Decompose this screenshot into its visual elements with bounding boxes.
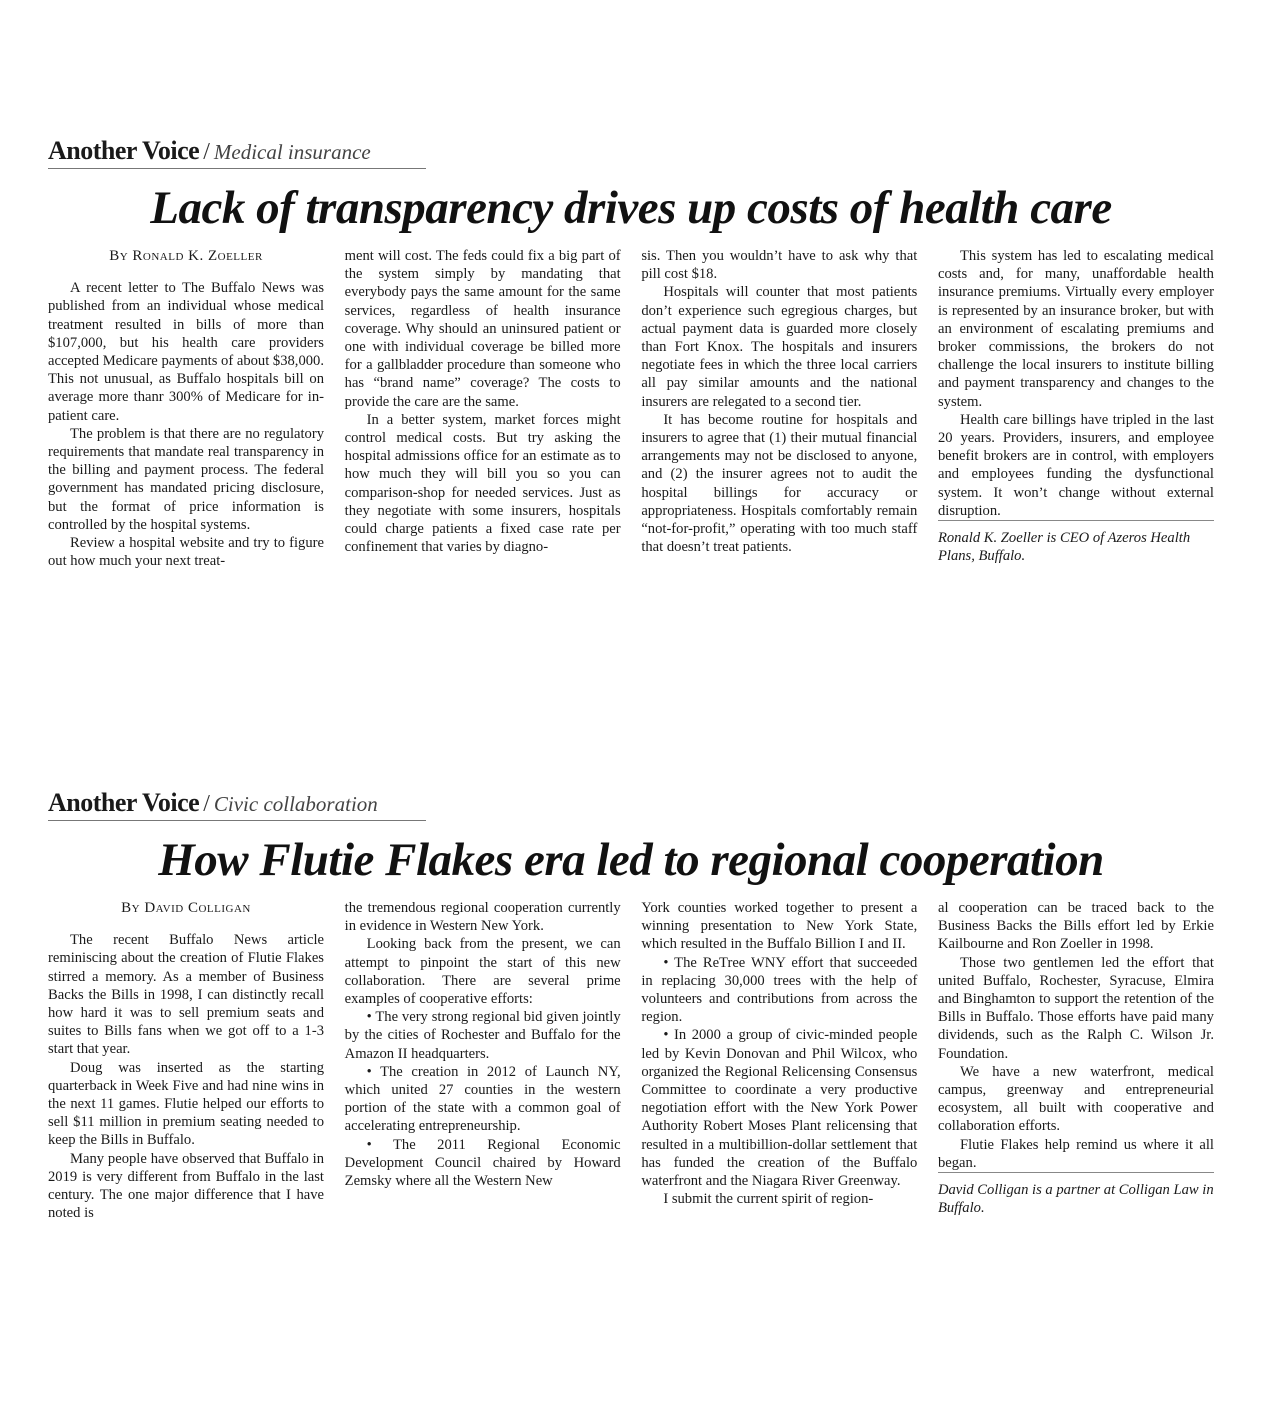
paragraph: • The creation in 2012 of Launch NY, which united 27 counties in the western portion of the state with a common goal of accelerating entrepreneurship.	[344, 1063, 621, 1135]
paragraph: • The 2011 Regional Economic Development Council chaired by Howard Zemsky where all the Western New	[344, 1136, 621, 1190]
paragraph: Doug was inserted as the starting quarterback in Week Five and had nine wins in the next 11 games. Flutie helped our efforts to sell $11 million in premium seating needed to keep the Bills in Buffalo.	[48, 1059, 324, 1149]
paragraph: Review a hospital website and try to figure out how much your next treat-	[48, 535, 324, 570]
kicker-section: Medical insurance	[213, 140, 371, 164]
article-medical-insurance	[48, 136, 1214, 570]
paragraph: Many people have observed that Buffalo in 2019 is very different from Buffalo in the last century. The one major difference that I have noted is	[48, 1150, 324, 1222]
column-2	[345, 247, 621, 570]
kicker-brand: Another Voice	[48, 788, 200, 817]
column-4	[938, 899, 1214, 1222]
paragraph: the tremendous regional cooperation currently in evidence in Western New York.	[344, 900, 621, 935]
paragraph: • The ReTree WNY effort that succeeded in replacing 30,000 trees with the help of volunteers and contributions from across the region.	[641, 954, 918, 1026]
paragraph: A recent letter to The Buffalo News was published from an individual whose medical treatment resulted in bills of more than $107,000, but his health care providers accepted Medicare payments of about $38,000. This not unusual, as Buffalo hospitals bill on average more thanr 300% of Medicare for in-patient care.	[48, 280, 324, 424]
paragraph: The problem is that there are no regulatory requirements that mandate real transparency in the billing and payment process. The federal government has mandated pricing disclosure, but the format of price information is controlled by the hospital systems.	[48, 425, 324, 533]
paragraph: The recent Buffalo News article reminiscing about the creation of Flutie Flakes stirred a memory. As a member of Business Backs the Bills in 1998, I can distinctly recall how hard it was to sell premium seats and suites to Bills fans when we got off to a 1-3 start that year.	[48, 932, 324, 1058]
column-4	[938, 247, 1214, 570]
column-1	[48, 247, 324, 570]
author-tagline: David Colligan is a partner at Colligan Law in Buffalo.	[938, 1172, 1214, 1217]
column-3	[641, 247, 917, 570]
paragraph: Hospitals will counter that most patients don’t experience such egregious charges, but actual payment data is guarded more closely than Fort Knox. The hospitals and insurers negotiate fees in which the three local carriers all pay similar amounts and the national insurers are relegated to a second tier.	[641, 284, 918, 410]
article-civic-collaboration	[48, 788, 1214, 1222]
paragraph: Looking back from the present, we can attempt to pinpoint the start of this new collaboration. There are several prime examples of cooperative efforts:	[344, 936, 621, 1008]
article-columns	[48, 899, 1214, 1222]
headline: Lack of transparency drives up costs of health care	[150, 182, 1112, 234]
byline: By David Colligan	[121, 900, 251, 916]
column-3	[641, 899, 917, 1222]
section-kicker	[48, 136, 426, 169]
paragraph: ment will cost. The feds could fix a big part of the system simply by mandating that everybody pays the same amount for the same services, regardless of health insurance coverage. Why should an uninsured patient or one with individual coverage be billed more for a gallbladder procedure than someone who has “brand name” coverage? The costs to provide the care are the same.	[344, 248, 621, 410]
column-1	[48, 899, 324, 1222]
column-2	[345, 899, 621, 1222]
paragraph: • In 2000 a group of civic-minded people led by Kevin Donovan and Phil Wilcox, who organized the Regional Relicensing Consensus Committee to coordinate a very productive negotiation effort with the New York Power Authority Robert Moses Plant relicensing that resulted in a multibillion-dollar settlement that has funded the creation of the Buffalo waterfront and the Niagara River Greenway.	[641, 1027, 918, 1190]
kicker-separator: /	[203, 139, 210, 165]
paragraph: • The very strong regional bid given jointly by the cities of Rochester and Buffalo for the Amazon II headquarters.	[344, 1009, 621, 1062]
kicker-section: Civic collaboration	[213, 792, 378, 816]
paragraph: Those two gentlemen led the effort that united Buffalo, Rochester, Syracuse, Elmira and Binghamton to support the retention of the Bills in Buffalo. Those efforts have paid many dividends, such as the Ralph C. Wilson Jr. Foundation.	[937, 954, 1214, 1062]
paragraph: In a better system, market forces might control medical costs. But try asking the hospital admissions office for an estimate as to how much they will bill you so you can comparison-shop for needed services. Just as they negotiate with some insurers, hospitals could charge patients a fixed case rate per confinement that varies by diagno-	[344, 411, 621, 556]
paragraph: al cooperation can be traced back to the Business Backs the Bills effort led by Erkie Kailbourne and Ron Zoeller in 1998.	[937, 900, 1214, 953]
kicker-brand: Another Voice	[48, 136, 200, 165]
paragraph: This system has led to escalating medical costs and, for many, unaffordable health insurance premiums. Virtually every employer is represented by an insurance broker, but with an environment of escalating premiums and broker commissions, the brokers do not challenge the local insurers to institute billing and payment transparency and changes to the system.	[937, 248, 1214, 410]
paragraph: Health care billings have tripled in the last 20 years. Providers, insurers, and employee benefit brokers are in control, with employers and employees funding the dysfunctional system. It won’t change without external disruption.	[937, 411, 1214, 519]
article-columns	[48, 247, 1214, 570]
author-tagline: Ronald K. Zoeller is CEO of Azeros Health Plans, Buffalo.	[938, 520, 1214, 565]
paragraph: I submit the current spirit of region-	[663, 1191, 874, 1208]
byline: By Ronald K. Zoeller	[109, 248, 263, 264]
paragraph: We have a new waterfront, medical campus, greenway and entrepreneurial ecosystem, all built with cooperative and collaboration efforts.	[937, 1063, 1214, 1135]
paragraph: sis. Then you wouldn’t have to ask why that pill cost $18.	[641, 248, 918, 283]
paragraph: Flutie Flakes help remind us where it all began.	[937, 1136, 1214, 1171]
headline: How Flutie Flakes era led to regional cooperation	[158, 834, 1104, 886]
paragraph: It has become routine for hospitals and insurers to agree that (1) their mutual financial arrangements may not be disclosed to anyone, and (2) the insurer agrees not to audit the hospital billings for accuracy or appropriateness. Hospitals comfortably remain “not-for-profit,” operating with too much staff that doesn’t treat patients.	[641, 411, 918, 556]
paragraph: York counties worked together to present a winning presentation to New York State, which resulted in the Buffalo Billion I and II.	[641, 900, 918, 953]
section-kicker	[48, 788, 426, 821]
kicker-separator: /	[203, 791, 210, 817]
